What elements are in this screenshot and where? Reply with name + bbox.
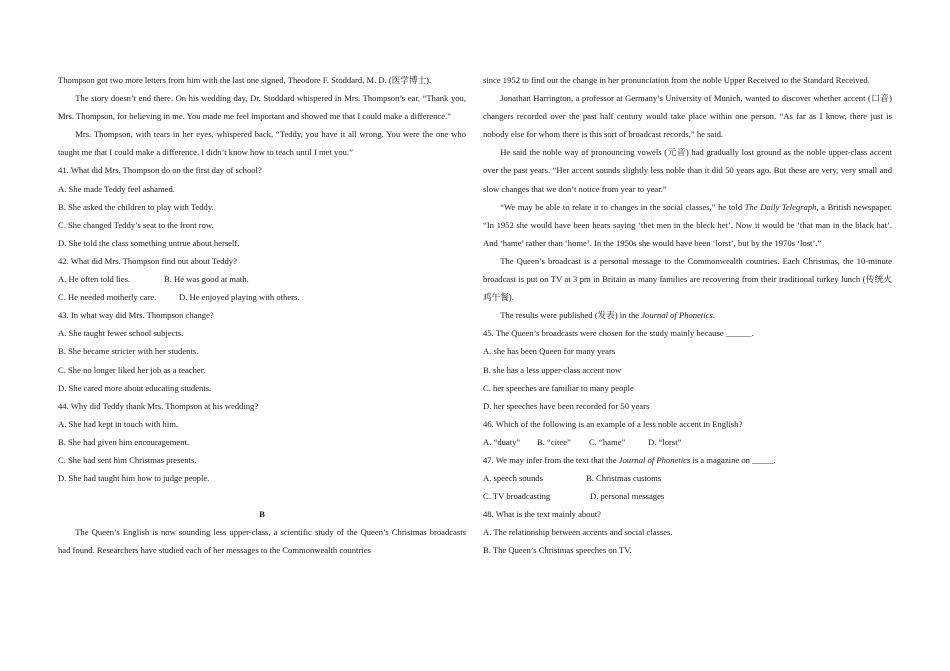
question-42: 42. What did Mrs. Thompson find out about Teddy? xyxy=(58,255,237,266)
question-45-option: C. her speeches are familiar to many people xyxy=(483,382,634,393)
section-b-heading: B xyxy=(259,509,265,520)
question-44-option: B. She had given him encouragement. xyxy=(58,436,190,447)
question-45: 45. The Queen’s broadcasts were chosen for the study mainly because ______. xyxy=(483,328,754,339)
question-45-option: B. she has a less upper-class accent now xyxy=(483,364,622,375)
question-43-option: A. She taught fewer school subjects. xyxy=(58,328,184,339)
quote-text: “We may be able to relate it to changes in the social classes,” he told xyxy=(500,201,745,212)
question-43-option: D. She cared more about educating students. xyxy=(58,382,212,393)
quote-text: , a British newspaper. “In 1952 she would have been hears saying ‘thet men in the bleck het’. Now it would be ‘that man in the black hat’. And ‘hame’ rather than ‘home’. In the 1950s she would have been ‘lorst’, but by the 1970s ‘lost’.” xyxy=(483,201,892,248)
question-48-option: A. The relationship between accents and social classes. xyxy=(483,527,673,538)
question-43-option: B. She became stricter with her students. xyxy=(58,346,199,357)
question-42-option: C. He needed motherly care. xyxy=(58,292,157,303)
question-47-option: B. Christmas customs xyxy=(586,473,662,484)
question-47-options-row xyxy=(483,469,892,487)
question-43: 43. In what way did Mrs. Thompson change? xyxy=(58,310,214,321)
question-42-options-row xyxy=(58,288,466,306)
question-46-option: C. “hame” xyxy=(589,436,626,447)
passage-paragraph: The Queen’s English is now sounding less upper-class, a scientific study of the Queen’s Christmas broadcasts had found. Researchers have studied each of her messages to the Commonwealth countries xyxy=(58,527,466,556)
question-45-option: D. her speeches have been recorded for 50 years xyxy=(483,400,650,411)
question-47-option: D. personal messages xyxy=(590,491,665,502)
passage-paragraph: The Queen’s broadcast is a personal message to the Commonwealth countries. Each Christmas, the 10-minute broadcast is put on TV at 3 pm in Britain as many families are recovering from their traditional turkey lunch (传统火鸡午餐). xyxy=(483,255,892,303)
question-42-option: A. He often told lies. xyxy=(58,274,131,285)
question-44-option: D. She had taught him how to judge people. xyxy=(58,473,210,484)
question-41: 41. What did Mrs. Thompson do on the first day of school? xyxy=(58,165,262,176)
right-column xyxy=(483,71,892,560)
story-paragraph: The story doesn’t end there. On his wedding day, Dr. Stoddard whispered in Mrs. Thompson’s ear, “Thank you, Mrs. Thompson, for believing in me. You made me feel important and showed me that I could make a difference.” xyxy=(58,93,466,122)
passage-paragraph xyxy=(483,306,892,324)
question-46-option: B. “citee” xyxy=(537,436,571,447)
question-46-option: D. “lorst” xyxy=(648,436,682,447)
question-42-option: B. He was good at math. xyxy=(164,274,249,285)
story-paragraph: Thompson got two more letters from him with the last one signed, Theodore F. Stoddard, M. D. (医学博士). xyxy=(58,75,432,85)
journal-title: Journal of Phonetics xyxy=(618,454,691,465)
story-paragraph: Mrs. Thompson, with tears in her eyes, whispered back, “Teddy, you have it all wrong. You were the one who taught me that I could make a difference. I didn’t know how to teach until I met you.” xyxy=(58,129,466,158)
question-46: 46. Which of the following is an example of a less noble accent in English? xyxy=(483,418,743,429)
question-47-text: 47. We may infer from the text that the xyxy=(483,454,619,465)
question-44: 44. Why did Teddy thank Mrs. Thompson at his wedding? xyxy=(58,400,259,411)
passage-paragraph: Jonathan Harrington, a professor at Germany’s University of Munich, wanted to discover whether accent (口音) changers recorded over the past half century would take place within one person. “As far as I know, there just is nobody else for whom there is this sort of broadcast records,” he said. xyxy=(483,93,892,140)
question-46-options-row xyxy=(483,433,892,451)
question-42-option: D. He enjoyed playing with others. xyxy=(179,292,300,303)
question-43-option: C. She no longer liked her job as a teacher. xyxy=(58,364,206,375)
journal-title: Journal of Phonetics xyxy=(641,310,713,321)
question-41-option: A. She made Teddy feel ashamed. xyxy=(58,183,175,194)
results-text: The results were published (发表) in the xyxy=(500,310,642,321)
question-41-option: C. She changed Teddy’s seat to the front row. xyxy=(58,219,214,230)
question-41-option: B. She asked the children to play with Teddy. xyxy=(58,201,214,212)
question-42-options-row xyxy=(58,270,466,288)
question-44-option: C. She had sent him Christmas presents. xyxy=(58,454,197,465)
question-46-option: A. “duaty” xyxy=(483,436,521,447)
question-48: 48. What is the text mainly about? xyxy=(483,509,601,520)
left-column xyxy=(58,71,466,559)
passage-paragraph: He said the noble way of pronouncing vowels (元音) had gradually lost ground as the noble upper-class accent over the past years. “Her accent sounds slightly less noble than it did 50 years ago. But these are very, very small and slow changes that we don’t notice from year to year.” xyxy=(483,147,892,194)
newspaper-title: The Daily Telegraph xyxy=(744,201,817,212)
passage-paragraph: since 1952 to find out the change in her pronunciation from the noble Upper Received to the Standard Received. xyxy=(483,75,870,85)
question-47 xyxy=(483,451,892,469)
results-text: . xyxy=(712,310,715,321)
passage-paragraph xyxy=(483,198,892,252)
question-48-option: B. The Queen’s Christmas speeches on TV. xyxy=(483,545,632,556)
question-44-option: A. She had kept in touch with him. xyxy=(58,418,179,429)
question-47-text: is a magazine on _____. xyxy=(690,454,776,465)
question-47-option: A. speech sounds xyxy=(483,473,543,484)
question-41-option: D. She told the class something untrue about herself. xyxy=(58,237,240,248)
question-45-option: A. she has been Queen for many years xyxy=(483,346,616,357)
question-47-option: C. TV broadcasting xyxy=(483,491,551,502)
question-47-options-row xyxy=(483,487,892,505)
